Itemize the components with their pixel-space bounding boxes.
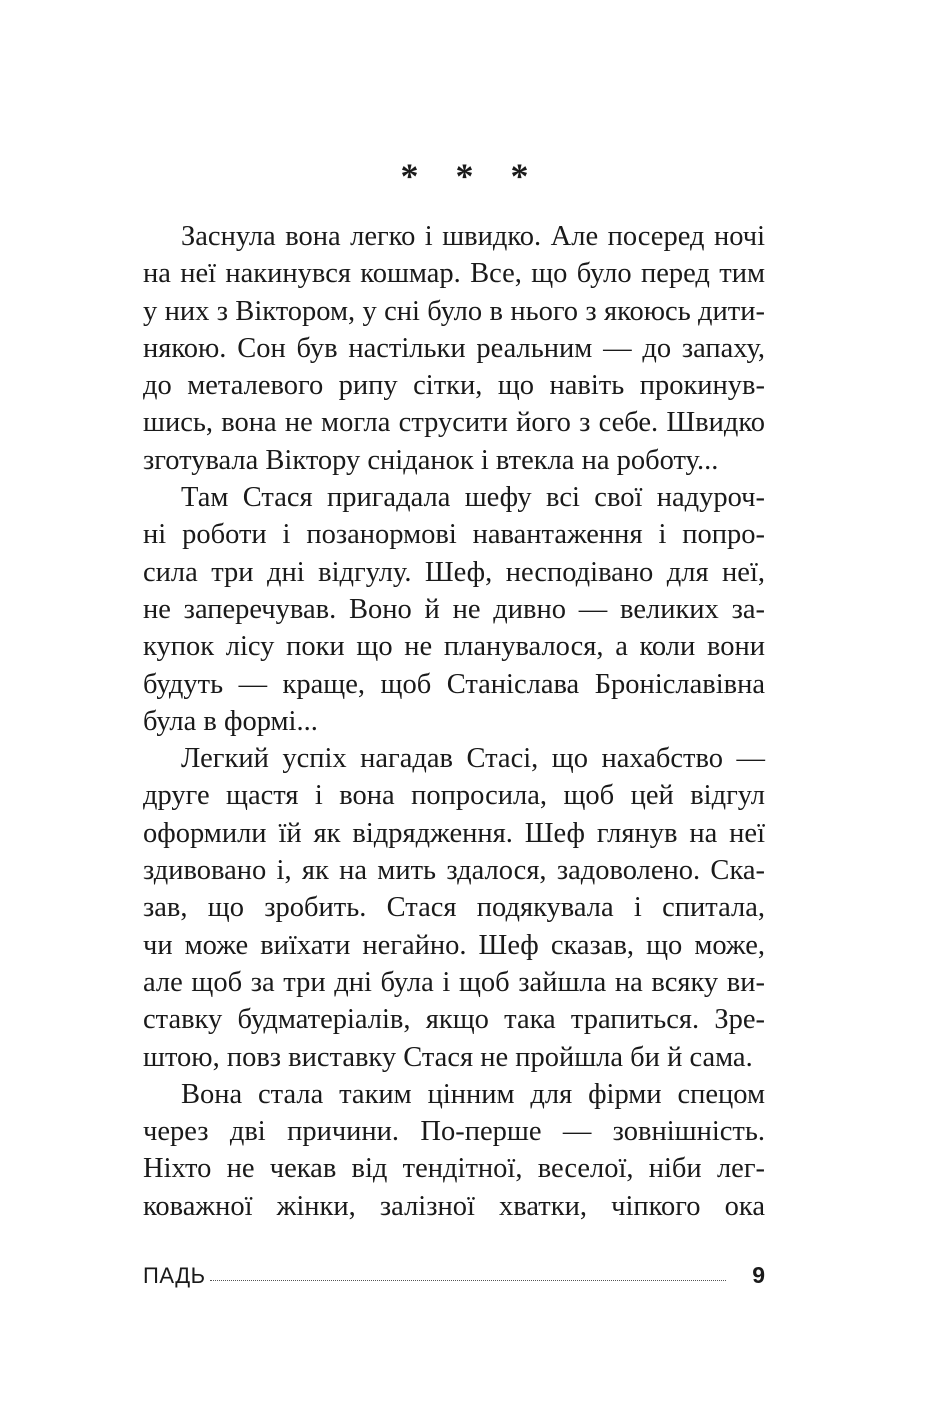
text-line: на неї накинувся кошмар. Все, що було перед тим	[143, 258, 765, 290]
text-line: зготувала Віктору сніданок і втекла на роботу...	[143, 444, 719, 476]
text-line: ставку будматеріалів, якщо така трапиться. Зре-	[143, 1004, 765, 1036]
text-line: сила три дні відгулу. Шеф, несподівано для неї,	[143, 556, 765, 588]
text-line: зав, що зробить. Стася подякувала і спитала,	[143, 892, 765, 924]
text-line: але щоб за три дні була і щоб зайшла на всяку ви-	[143, 966, 765, 998]
paragraph	[143, 218, 765, 479]
text-line: у них з Віктором, у сні було в нього з якоюсь дити-	[143, 295, 765, 327]
text-line: Легкий успіх нагадав Стасі, що нахабство —	[181, 743, 765, 775]
text-line: Вона стала таким цінним для фірми спецом	[181, 1078, 765, 1110]
paragraph	[143, 479, 765, 740]
text-line: через дві причини. По-перше — зовнішність.	[143, 1116, 765, 1148]
text-line: Заснула вона легко і швидко. Але посеред ночі	[181, 221, 765, 252]
text-line: шись, вона не могла струсити його з себе. Швидко	[143, 407, 765, 439]
running-title: ПАДЬ	[143, 1263, 206, 1288]
body-text	[143, 218, 765, 1225]
text-line: коважної жінки, залізної хватки, чіпкого ока	[143, 1190, 765, 1222]
paragraph	[143, 1076, 765, 1225]
text-line: Ніхто не чекав від тендітної, веселої, ніби лег-	[143, 1153, 765, 1185]
text-line: купок лісу поки що не планувалося, а коли вони	[143, 631, 765, 663]
text-line: штою, повз виставку Стася не пройшла би й сама.	[143, 1041, 753, 1073]
text-line: Там Стася пригадала шефу всі свої надуроч-	[181, 482, 765, 514]
text-line: здивовано і, як на мить здалося, задоволено. Ска-	[143, 855, 765, 887]
page-number: 9	[752, 1262, 765, 1288]
text-line: до металевого рипу сітки, що навіть прокинув-	[143, 370, 765, 402]
text-line: не заперечував. Воно й не дивно — великих за-	[143, 593, 765, 625]
text-line: будуть — краще, щоб Станіслава Броніславівна	[143, 668, 765, 700]
page-footer	[143, 1262, 765, 1298]
text-line: друге щастя і вона попросила, щоб цей відгул	[143, 780, 765, 812]
text-line: ні роботи і позанормові навантаження і попро-	[143, 519, 765, 551]
text-line: оформили їй як відрядження. Шеф глянув на неї	[143, 817, 765, 849]
text-line: някою. Сон був настільки реальним — до запаху,	[143, 332, 765, 364]
text-line: була в формі...	[143, 705, 318, 737]
dotted-leader	[210, 1266, 727, 1281]
section-separator: * * *	[400, 156, 543, 196]
paragraph	[143, 740, 765, 1076]
text-line: чи може виїхати негайно. Шеф сказав, що може,	[143, 929, 765, 961]
